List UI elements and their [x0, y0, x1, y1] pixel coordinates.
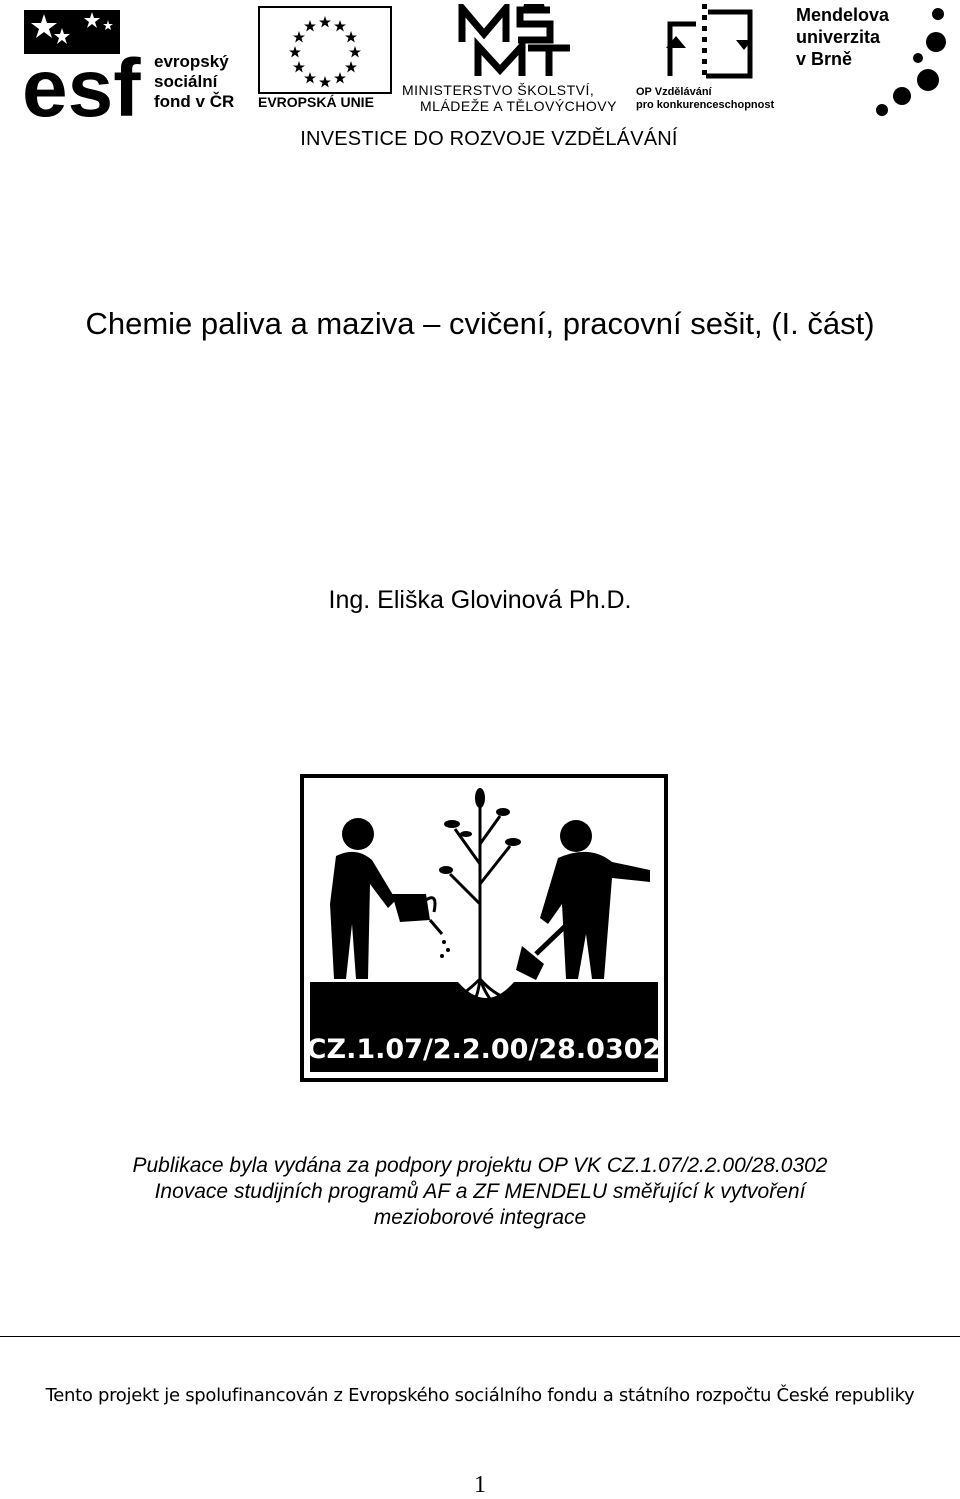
op-logo	[636, 2, 786, 116]
tree-planting-illustration-icon	[300, 774, 668, 1082]
svg-text:esf: esf	[22, 43, 141, 118]
msmt-wordmark	[402, 82, 617, 114]
op-mark-icon	[666, 2, 756, 84]
msmt-mark-icon	[458, 4, 578, 78]
msmt-line-1: MINISTERSTVO ŠKOLSTVÍ,	[402, 82, 595, 98]
esf-wordmark	[154, 52, 234, 112]
eu-logo	[258, 6, 396, 114]
publication-note	[0, 1153, 960, 1231]
op-line-1: OP Vzdělávání	[636, 86, 712, 98]
mendel-line-1: Mendelova	[796, 5, 890, 25]
project-code: CZ.1.07/2.2.00/28.0302	[306, 1034, 662, 1065]
page-number: 1	[474, 1472, 486, 1498]
footer-divider	[0, 1336, 960, 1337]
publication-line-1: Publikace byla vydána za podpory projektu OP VK CZ.1.07/2.2.00/28.0302	[132, 1154, 828, 1177]
eu-label: EVROPSKÁ UNIE	[258, 94, 374, 110]
esf-line-3: fond v ČR	[154, 92, 235, 111]
mendel-line-2: univerzita	[796, 27, 881, 47]
msmt-logo	[402, 4, 630, 116]
investice-slogan: INVESTICE DO ROZVOJE VZDĚLÁVÁNÍ	[300, 128, 678, 150]
document-author: Ing. Eliška Glovinová Ph.D.	[328, 586, 632, 614]
document-title: Chemie paliva a maziva – cvičení, pracovní sešit, (I. část)	[85, 306, 875, 341]
mendel-logo	[796, 2, 946, 114]
publication-line-3: mezioborové integrace	[373, 1206, 587, 1229]
eu-flag-icon	[258, 6, 392, 94]
esf-line-1: evropský	[154, 52, 229, 71]
op-wordmark	[636, 86, 774, 112]
mendel-wordmark	[796, 4, 889, 70]
funding-note: Tento projekt je spolufinancován z Evropského sociálního fondu a státního rozpočtu České republiky	[45, 1385, 915, 1406]
mendel-line-3: v Brně	[796, 49, 853, 69]
msmt-line-2: MLÁDEŽE A TĚLOVÝCHOVY	[420, 98, 617, 114]
op-line-2: pro konkurenceschopnost	[636, 99, 775, 111]
esf-logo	[22, 6, 250, 118]
esf-mark-icon	[22, 6, 162, 118]
publication-line-2: Inovace studijních programů AF a ZF MENDELU směřující k vytvoření	[154, 1180, 806, 1203]
project-logo	[300, 774, 668, 1082]
esf-line-2: sociální	[154, 72, 218, 91]
